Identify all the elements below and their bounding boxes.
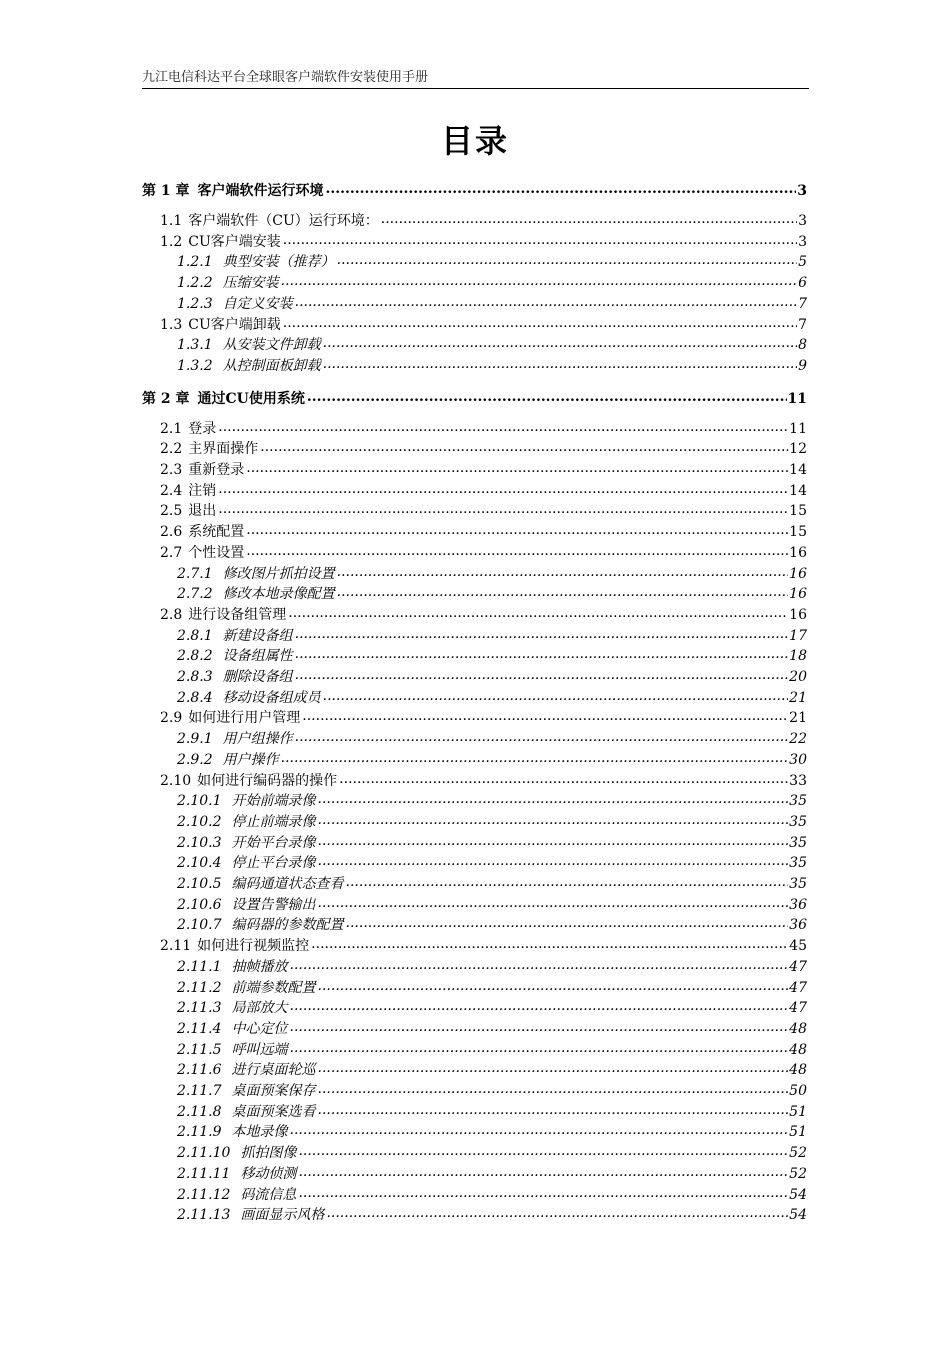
toc-entry-number: 2.11.2 — [177, 979, 222, 996]
toc-entry[interactable] — [160, 314, 807, 334]
dot-leader — [290, 957, 789, 971]
toc-entry[interactable] — [160, 542, 807, 562]
toc-entry-number: 2.10 — [160, 772, 192, 789]
dot-leader — [346, 874, 789, 888]
toc-entry-number: 1.1 — [160, 213, 183, 229]
toc-entry[interactable] — [177, 1059, 807, 1079]
toc-entry-title: 典型安装（推荐） — [222, 254, 335, 271]
toc-entry-title: 压缩安装 — [222, 275, 279, 292]
toc-entry-title: 中心定位 — [231, 1020, 288, 1037]
dot-leader — [246, 522, 788, 536]
toc-entry[interactable] — [177, 956, 807, 976]
toc-entry-title: 自定义安装 — [222, 295, 293, 312]
toc-entry-number: 2.11.4 — [177, 1020, 222, 1037]
toc-entry-title: 用户操作 — [222, 751, 279, 768]
toc-entry-page: 52 — [789, 1165, 807, 1182]
toc-entry-page: 35 — [789, 834, 807, 851]
dot-leader — [318, 853, 789, 867]
dot-leader — [337, 564, 789, 578]
toc-entry-title: 登录 — [188, 420, 217, 437]
toc-entry-number: 2.6 — [160, 524, 183, 541]
toc-entry-number: 2.7 — [160, 544, 183, 561]
toc-entry-page: 16 — [789, 544, 807, 561]
toc-entry-page: 14 — [789, 482, 807, 499]
toc-entry[interactable] — [177, 625, 807, 645]
toc-entry[interactable] — [160, 604, 807, 624]
toc-entry-title: 桌面预案保存 — [231, 1083, 316, 1099]
toc-entry[interactable] — [160, 935, 807, 955]
toc-entry-number: 2.8.4 — [177, 689, 213, 706]
toc-entry[interactable] — [177, 728, 807, 748]
toc-entry-number: 2.5 — [160, 503, 183, 520]
dot-leader — [318, 1081, 789, 1095]
toc-entry-title: 桌面预案选看 — [231, 1103, 316, 1120]
page-title: 目录 — [440, 122, 509, 160]
toc-entry-number: 2.11.3 — [177, 1000, 222, 1017]
dot-leader — [283, 315, 797, 329]
dot-leader — [298, 1143, 788, 1157]
toc-entry-title: 如何进行视频监控 — [197, 938, 310, 955]
toc-entry-number: 2.7.1 — [177, 565, 213, 582]
toc-entry-page: 16 — [789, 586, 807, 603]
toc-entry[interactable] — [177, 790, 807, 810]
toc-entry-title: 通过CU使用系统 — [197, 390, 305, 407]
toc-entry-number: 第 2 章 — [142, 390, 190, 407]
toc-entry[interactable] — [160, 521, 807, 541]
toc-entry-title: 码流信息 — [240, 1186, 297, 1203]
dot-leader — [290, 1122, 789, 1136]
dot-leader — [318, 978, 789, 992]
toc-entry[interactable] — [177, 832, 807, 852]
toc-entry[interactable] — [177, 852, 807, 872]
toc-entry-title: 如何进行编码器的操作 — [197, 772, 338, 789]
toc-entry[interactable] — [160, 480, 807, 500]
toc-entry[interactable] — [177, 251, 807, 271]
toc-entry-number: 2.11.11 — [177, 1165, 231, 1182]
toc-entry-title: 修改图片抓拍设置 — [222, 565, 335, 582]
dot-leader — [295, 294, 797, 308]
toc-entry[interactable] — [177, 293, 807, 313]
toc-entry-page: 17 — [789, 627, 807, 644]
toc-entry-page: 22 — [789, 731, 807, 748]
toc-entry-title: 编码器的参数配置 — [231, 917, 344, 934]
toc-entry-page: 47 — [789, 979, 807, 996]
toc-entry-number: 2.9.1 — [177, 731, 213, 748]
toc-entry-number: 1.3.1 — [177, 337, 213, 354]
toc-entry-number: 2.11.1 — [177, 958, 222, 975]
dot-leader — [283, 232, 797, 246]
toc-entry[interactable] — [160, 770, 807, 790]
toc-entry[interactable] — [160, 459, 807, 479]
toc-entry-page: 14 — [789, 462, 807, 478]
toc-entry[interactable] — [177, 1101, 807, 1121]
toc-entry-number: 2.8 — [160, 606, 183, 623]
toc-entry-number: 2.11.7 — [177, 1083, 222, 1099]
toc-entry-number: 2.10.7 — [177, 917, 222, 934]
toc-entry-title: 画面显示风格 — [240, 1207, 325, 1224]
toc-entry-title: 本地录像 — [231, 1124, 288, 1141]
toc-entry[interactable] — [177, 583, 807, 603]
dot-leader — [281, 750, 789, 764]
toc-entry-number: 2.7.2 — [177, 586, 213, 603]
dot-leader — [318, 791, 789, 805]
toc-entry-page: 6 — [798, 275, 807, 292]
toc-entry-page: 51 — [789, 1124, 807, 1141]
dot-leader — [246, 460, 788, 474]
toc-entry-number: 2.8.2 — [177, 648, 213, 665]
toc-entry-page: 3 — [798, 213, 807, 229]
toc-entry-number: 2.11.13 — [177, 1207, 231, 1224]
toc-entry-title: 客户端软件运行环境 — [197, 183, 324, 199]
toc-entry-title: 移动设备组成员 — [222, 689, 321, 706]
toc-entry-page: 20 — [789, 669, 807, 685]
toc-entry-page: 3 — [798, 233, 807, 250]
toc-entry[interactable] — [177, 355, 807, 375]
toc-entry-title: 停止平台录像 — [231, 855, 316, 872]
dot-leader — [218, 481, 788, 495]
dot-leader — [318, 1060, 789, 1074]
toc-entry-number: 2.11.5 — [177, 1041, 222, 1058]
toc-entry-title: CU客户端卸载 — [188, 316, 281, 333]
toc-entry-number: 2.11.10 — [177, 1145, 231, 1162]
toc-entry-page: 48 — [789, 1041, 807, 1058]
toc-entry-page: 16 — [789, 606, 807, 623]
toc-entry[interactable] — [177, 687, 807, 707]
toc-entry-page: 35 — [789, 876, 807, 892]
toc-entry-page: 45 — [789, 938, 807, 955]
toc-entry-page: 21 — [789, 689, 807, 706]
toc-entry-title: 注销 — [188, 482, 217, 499]
toc-entry-number: 2.9 — [160, 710, 183, 727]
toc-entry[interactable] — [177, 1039, 807, 1059]
toc-entry-title: 设备组属性 — [222, 648, 293, 665]
toc-entry-page: 51 — [789, 1103, 807, 1120]
toc-entry[interactable] — [177, 997, 807, 1017]
toc-entry-title: 前端参数配置 — [231, 979, 316, 996]
toc-entry-number: 2.11.12 — [177, 1186, 231, 1203]
toc-entry-title: 修改本地录像配置 — [222, 586, 335, 603]
toc-entry-page: 54 — [789, 1186, 807, 1203]
dot-leader — [346, 915, 789, 929]
dot-leader — [218, 501, 788, 515]
toc-entry-page: 12 — [789, 441, 807, 458]
toc-entry-number: 1.3.2 — [177, 357, 213, 374]
toc-entry-title: 移动侦测 — [240, 1165, 297, 1182]
header-rule — [142, 88, 809, 89]
toc-entry-page: 8 — [798, 337, 807, 354]
toc-entry-page: 48 — [789, 1062, 807, 1079]
toc-entry-number: 2.11.8 — [177, 1103, 222, 1120]
toc-entry[interactable] — [177, 1080, 807, 1100]
toc-entry-number: 2.8.3 — [177, 669, 213, 685]
toc-entry-page: 47 — [789, 1000, 807, 1017]
toc-entry-number: 2.10.5 — [177, 876, 222, 892]
toc-entry-title: 抽帧播放 — [231, 958, 288, 975]
dot-leader — [290, 998, 789, 1012]
toc-entry-number: 1.2.1 — [177, 254, 213, 271]
dot-leader — [281, 273, 797, 287]
toc-entry-page: 50 — [789, 1083, 807, 1099]
dot-leader — [290, 1019, 789, 1033]
toc-entry-page: 7 — [798, 316, 807, 333]
toc-entry-title: CU客户端安装 — [188, 233, 281, 250]
dot-leader — [318, 895, 789, 909]
toc-entry-page: 36 — [789, 917, 807, 934]
toc-entry-page: 35 — [789, 813, 807, 830]
dot-leader — [290, 1040, 789, 1054]
toc-entry-page: 11 — [787, 390, 807, 407]
toc-entry-title: 如何进行用户管理 — [188, 710, 301, 727]
running-header: 九江电信科达平台全球眼客户端软件安装使用手册 — [142, 70, 429, 85]
toc-entry-page: 3 — [797, 183, 807, 199]
toc-entry-number: 2.4 — [160, 482, 183, 499]
toc-entry[interactable] — [160, 438, 807, 458]
toc-entry-page: 5 — [798, 254, 807, 271]
toc-entry-page: 11 — [789, 420, 807, 437]
toc-entry[interactable] — [177, 645, 807, 665]
dot-leader — [381, 211, 797, 225]
dot-leader — [295, 646, 789, 660]
dot-leader — [298, 1164, 788, 1178]
toc-entry-number: 2.10.1 — [177, 793, 222, 810]
toc-entry[interactable] — [177, 1163, 807, 1183]
toc-entry-page: 47 — [789, 958, 807, 975]
toc-entry-number: 2.10.3 — [177, 834, 222, 851]
toc-entry-title: 退出 — [188, 503, 217, 520]
toc-entry-page: 52 — [789, 1145, 807, 1162]
toc-entry-number: 2.11.9 — [177, 1124, 222, 1141]
toc-entry[interactable] — [177, 1142, 807, 1162]
toc-entry-page: 33 — [789, 772, 807, 789]
toc-entry-page: 48 — [789, 1020, 807, 1037]
toc-entry[interactable] — [177, 1204, 807, 1224]
dot-leader — [318, 1102, 789, 1116]
dot-leader — [337, 584, 789, 598]
toc-entry[interactable] — [177, 272, 807, 292]
toc-entry-number: 2.8.1 — [177, 627, 213, 644]
toc-entry[interactable] — [177, 1184, 807, 1204]
toc-entry-title: 局部放大 — [231, 1000, 288, 1017]
toc-entry[interactable] — [160, 210, 807, 230]
dot-leader — [260, 439, 788, 453]
toc-entry-number: 第 1 章 — [142, 183, 190, 199]
toc-entry-title: 抓拍图像 — [240, 1145, 297, 1162]
dot-leader — [318, 812, 789, 826]
dot-leader — [326, 181, 797, 195]
toc-entry-number: 1.2.2 — [177, 275, 213, 292]
toc-entry-number: 2.9.2 — [177, 751, 213, 768]
toc-entry-title: 主界面操作 — [188, 441, 259, 458]
toc-entry-page: 15 — [789, 524, 807, 541]
toc-entry-title: 从安装文件卸载 — [222, 337, 321, 354]
toc-entry[interactable] — [177, 749, 807, 769]
toc-entry[interactable] — [177, 666, 807, 686]
toc-entry-number: 2.2 — [160, 441, 183, 458]
toc-entry-title: 开始平台录像 — [231, 834, 316, 851]
dot-leader — [218, 419, 788, 433]
toc-entry[interactable] — [177, 873, 807, 893]
dot-leader — [302, 708, 788, 722]
toc-entry-page: 30 — [789, 751, 807, 768]
dot-leader — [311, 936, 788, 950]
toc-entry-title: 重新登录 — [188, 462, 245, 478]
toc-entry-title: 编码通道状态查看 — [231, 876, 344, 892]
toc-entry-title: 进行设备组管理 — [188, 606, 287, 623]
dot-leader — [323, 356, 797, 370]
toc-entry-page: 7 — [798, 295, 807, 312]
toc-entry-title: 新建设备组 — [222, 627, 293, 644]
dot-leader — [337, 252, 797, 266]
toc-entry[interactable] — [177, 894, 807, 914]
toc-entry-title: 呼叫远端 — [231, 1041, 288, 1058]
toc-entry-title: 系统配置 — [188, 524, 245, 541]
dot-leader — [323, 335, 797, 349]
toc-entry-number: 2.3 — [160, 462, 183, 478]
dot-leader — [295, 626, 789, 640]
toc-entry[interactable] — [160, 500, 807, 520]
toc-entry[interactable] — [160, 707, 807, 727]
toc-entry[interactable] — [177, 811, 807, 831]
toc-entry-page: 35 — [789, 793, 807, 810]
toc-entry-page: 9 — [798, 357, 807, 374]
toc-entry-number: 2.11.6 — [177, 1062, 222, 1079]
toc-entry-page: 15 — [789, 503, 807, 520]
dot-leader — [307, 389, 787, 403]
toc-entry-number: 1.2.3 — [177, 295, 213, 312]
toc-entry[interactable] — [177, 1018, 807, 1038]
toc-entry-title: 设置告警输出 — [231, 896, 316, 913]
toc-entry[interactable] — [160, 231, 807, 251]
toc-entry-number: 1.2 — [160, 233, 183, 250]
dot-leader — [246, 543, 788, 557]
toc-entry-page: 54 — [789, 1207, 807, 1224]
dot-leader — [318, 833, 789, 847]
toc-entry-title: 从控制面板卸载 — [222, 357, 321, 374]
toc-entry-title: 进行桌面轮巡 — [231, 1062, 316, 1079]
toc-entry-page: 36 — [789, 896, 807, 913]
toc-entry[interactable] — [177, 914, 807, 934]
dot-leader — [298, 1185, 788, 1199]
dot-leader — [295, 667, 789, 681]
toc-entry[interactable] — [177, 334, 807, 354]
toc-entry-number: 1.3 — [160, 316, 183, 333]
toc-entry-page: 16 — [789, 565, 807, 582]
toc-entry[interactable] — [177, 977, 807, 997]
toc-entry-page: 35 — [789, 855, 807, 872]
toc-entry-page: 21 — [789, 710, 807, 727]
toc-entry-number: 2.1 — [160, 420, 183, 437]
dot-leader — [326, 1205, 788, 1219]
toc-entry-title: 客户端软件（CU）运行环境： — [188, 213, 379, 229]
toc-entry[interactable] — [142, 180, 807, 200]
toc-entry[interactable] — [177, 1121, 807, 1141]
toc-entry-title: 开始前端录像 — [231, 793, 316, 810]
dot-leader — [288, 605, 788, 619]
toc-entry-title: 删除设备组 — [222, 669, 293, 685]
toc-entry-title: 个性设置 — [188, 544, 245, 561]
toc-entry[interactable] — [142, 388, 807, 408]
toc-entry-page: 18 — [789, 648, 807, 665]
dot-leader — [295, 729, 789, 743]
toc-entry-title: 停止前端录像 — [231, 813, 316, 830]
toc-entry-title: 用户组操作 — [222, 731, 293, 748]
dot-leader — [323, 688, 789, 702]
toc-entry[interactable] — [160, 418, 807, 438]
toc-entry-number: 2.10.2 — [177, 813, 222, 830]
toc-entry-number: 2.11 — [160, 938, 192, 955]
dot-leader — [339, 771, 788, 785]
toc-entry-number: 2.10.4 — [177, 855, 222, 872]
toc-entry[interactable] — [177, 563, 807, 583]
toc-entry-number: 2.10.6 — [177, 896, 222, 913]
